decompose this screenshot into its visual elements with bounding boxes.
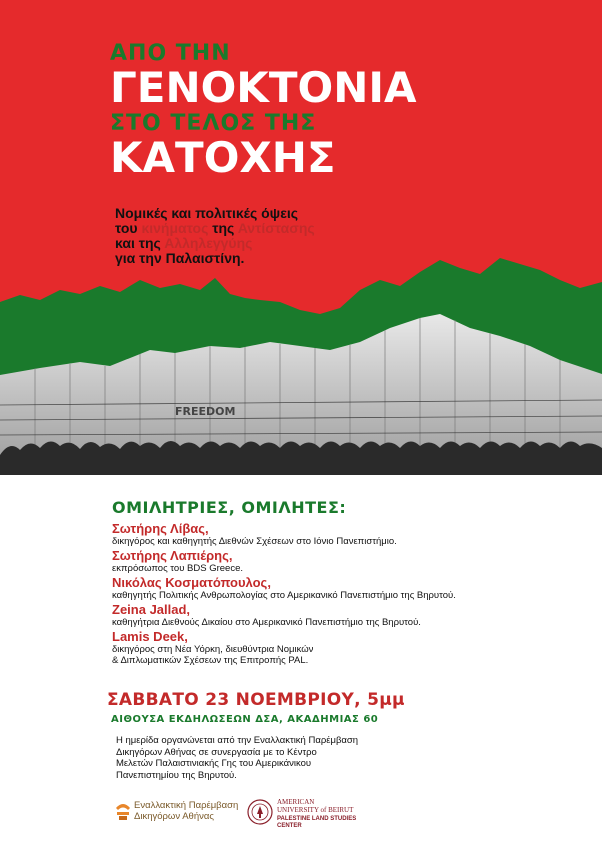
speaker-item <box>112 522 582 547</box>
aub-palestine-center-logo <box>247 796 397 832</box>
pal-line-2: CENTER <box>277 823 302 829</box>
title-block <box>110 42 580 180</box>
speaker-name: Zeina Jallad, <box>112 602 191 617</box>
scales-logo-icon <box>114 800 132 822</box>
title-line-4: ΚΑΤΟΧΗΣ <box>110 133 336 182</box>
organizers-line-2: Δικηγόρων Αθήνας σε συνεργασία με το Κέντρο <box>116 746 317 758</box>
subtitle-line-2 <box>115 221 415 236</box>
event-venue: ΑΙΘΟΥΣΑ ΕΚΔΗΛΩΣΕΩΝ ΔΣΑ, ΑΚΑΔΗΜΙΑΣ 60 <box>111 714 379 725</box>
pal-line-1: PALESTINE LAND STUDIES <box>277 816 357 822</box>
speaker-item <box>112 603 582 628</box>
title-line-1: ΑΠΟ ΤΗΝ <box>110 41 231 66</box>
subtitle-highlight-solidarity: Αλληλεγγύης <box>164 235 253 251</box>
subtitle-text: και της <box>115 235 165 251</box>
title-line-2: ΓΕΝΟΚΤΟΝΙΑ <box>110 63 417 112</box>
speaker-role: καθηγητής Πολιτικής Ανθρωπολογίας στο Αμερικανικό Πανεπιστήμιο της Βηρυτού. <box>112 590 456 601</box>
speaker-item <box>112 630 582 666</box>
aub-line-1: AMERICAN <box>277 798 315 806</box>
speaker-item <box>112 576 582 601</box>
speakers-heading: ΟΜΙΛΗΤΡΙΕΣ, ΟΜΙΛΗΤΕΣ: <box>112 498 347 517</box>
subtitle-text: του <box>115 220 142 236</box>
separation-wall-image <box>0 250 602 476</box>
subtitle-line-4: για την Παλαιστίνη. <box>115 250 245 266</box>
aub-line-2: UNIVERSITY of BEIRUT <box>277 806 354 814</box>
organizers-line-1: Η ημερίδα οργανώνεται από την Εναλλακτική Παρέμβαση <box>116 735 359 746</box>
event-date-text: ΣΑΒΒΑΤΟ 23 ΝΟΕΜΒΡΙΟΥ, <box>107 690 361 710</box>
subtitle-highlight-resistance: Αντίστασης <box>237 220 315 236</box>
event-time: 5μμ <box>367 690 405 710</box>
palestine-center-name <box>277 816 356 830</box>
organizers-note <box>116 735 396 781</box>
subtitle-highlight-movement: κινήματος <box>141 220 209 236</box>
logo-line-1: Εναλλακτική Παρέμβαση <box>134 800 239 811</box>
aub-seal-icon <box>247 799 273 825</box>
alternative-intervention-logo <box>114 798 244 828</box>
subtitle-text: της <box>208 220 238 236</box>
speaker-item <box>112 549 582 574</box>
aub-name <box>277 798 353 814</box>
subtitle-line-3 <box>115 236 415 251</box>
speakers-list <box>112 522 582 668</box>
logo-text <box>134 800 238 822</box>
organizers-line-4: Πανεπιστημίου της Βηρυτού. <box>116 769 237 781</box>
speaker-role: δικηγόρος στη Νέα Υόρκη, διευθύντρια Νομικών <box>112 644 314 655</box>
speaker-role: δικηγόρος και καθηγητής Διεθνών Σχέσεων στο Ιόνιο Πανεπιστήμιο. <box>112 536 397 547</box>
speaker-role: καθηγήτρια Διεθνούς Δικαίου στο Αμερικανικό Πανεπιστήμιο της Βηρυτού. <box>112 617 421 628</box>
speaker-name: Σωτήρης Λαπιέρης, <box>112 548 233 563</box>
logo-line-2: Δικηγόρων Αθήνας <box>134 811 214 822</box>
wall-graffiti: FREEDOM <box>175 405 236 418</box>
speaker-name: Νικόλας Κοσματόπουλος, <box>112 575 271 590</box>
subtitle-line-1: Νομικές και πολιτικές όψεις <box>115 205 299 221</box>
speaker-role-continued: & Διπλωματικών Σχέσεων της Επιτροπής PAL. <box>112 655 309 666</box>
speaker-name: Lamis Deek, <box>112 629 188 644</box>
event-date <box>107 690 405 710</box>
title-line-3: ΣΤΟ ΤΕΛΟΣ ΤΗΣ <box>110 111 317 136</box>
speaker-name: Σωτήρης Λίβας, <box>112 521 209 536</box>
crowd-silhouette <box>0 441 602 476</box>
organizers-line-3: Μελετών Παλαιστινιακής Γης του Αμερικάνικου <box>116 758 312 769</box>
speaker-role: εκπρόσωπος του BDS Greece. <box>112 563 243 574</box>
